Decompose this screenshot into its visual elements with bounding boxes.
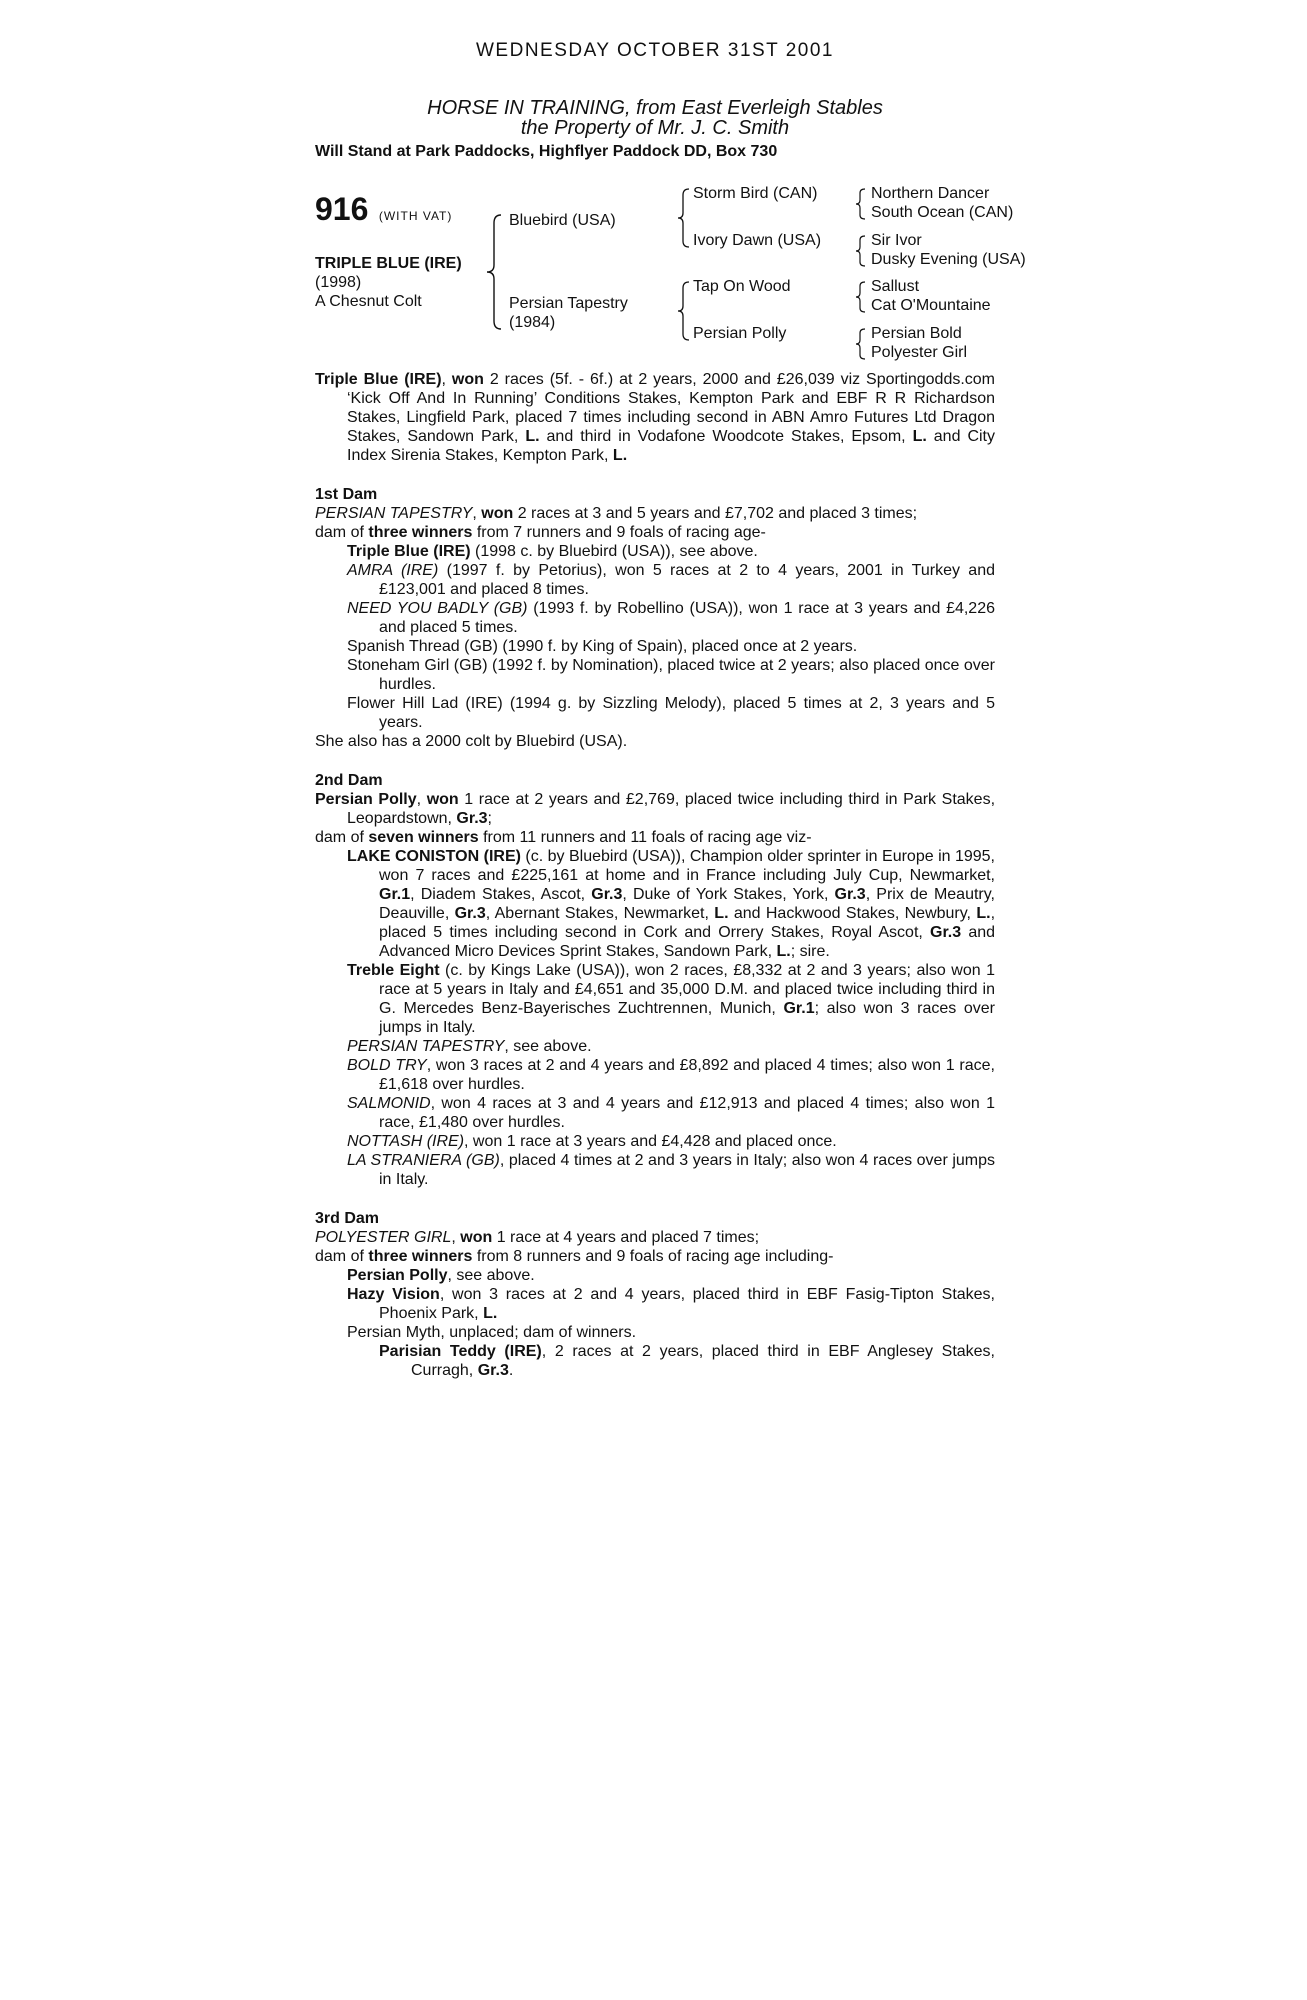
text-run: (c. by Bluebird (USA)), Champion older sprinter in Europe in 1995, won 7 races and £225,161 at home and in France including July Cup, Newmarket, (379, 848, 996, 884)
text-run: , Prix de Meautry, Deauville, (379, 886, 995, 922)
text-run: ; also won 3 races over jumps in Italy. (379, 1000, 995, 1036)
text-run: , won 4 races at 3 and 4 years and £12,913 and placed 4 times; also won 1 race, £1,480 over hurdles. (379, 1095, 995, 1131)
text-run: (1997 f. by Petorius), won 5 races at 2 to 4 years, 2001 in Turkey and £123,001 and placed 8 times. (379, 562, 995, 598)
horse-name: TRIPLE BLUE (IRE) (315, 255, 462, 272)
sire-dam: Ivory Dawn (USA) (693, 232, 822, 249)
text-run: Persian Polly (315, 791, 417, 808)
text-run: (c. by Kings Lake (USA)), won 2 races, £8,332 at 2 and 3 years; also won 1 race at 5 years in Italy and £4,651 and 35,000 D.M. and placed twice including third in G. Mercedes Benz-Bayerisches Zuchtrennen, Munich, (379, 962, 995, 1017)
brace-3c (855, 280, 867, 314)
lot-number-block (315, 191, 452, 228)
text-run: , Diadem Stakes, Ascot, (410, 886, 592, 903)
text-run: . (508, 1362, 514, 1379)
text-paragraph (315, 1151, 995, 1189)
text-paragraph (315, 370, 995, 465)
text-run: L. (612, 447, 628, 464)
text-paragraph (315, 637, 995, 656)
text-run: Gr.1 (379, 886, 411, 903)
lot-number: 916 (315, 191, 369, 227)
gg-dam-3: Cat O'Mountaine (871, 297, 991, 314)
dam-dam: Persian Polly (693, 325, 787, 342)
text-run: Treble Eight (347, 962, 440, 979)
pedigree-notes (315, 370, 995, 1380)
pedigree-brace (485, 213, 505, 331)
text-paragraph (315, 523, 995, 542)
text-paragraph (315, 1228, 995, 1247)
text-run: , placed 4 times at 2 and 3 years in Italy; also won 4 races over jumps in Italy. (379, 1152, 996, 1188)
text-run: and Hackwood Stakes, Newbury, (728, 905, 977, 922)
text-run: LAKE CONISTON (IRE) (347, 848, 521, 865)
text-run: BOLD TRY (347, 1057, 427, 1074)
text-run: Gr.3 (454, 905, 486, 922)
text-run: Parisian Teddy (IRE) (379, 1343, 542, 1360)
text-run: Triple Blue (IRE) (347, 543, 471, 560)
text-run: , Abernant Stakes, Newmarket, (485, 905, 715, 922)
section-0 (315, 370, 995, 465)
brace-3d (855, 327, 867, 361)
text-paragraph (315, 542, 995, 561)
text-run: 2 races at 3 and 5 years and £7,702 and placed 3 times; (513, 505, 918, 522)
section-title: 1st Dam (315, 486, 378, 503)
text-run: dam of (315, 1248, 369, 1265)
brace-3a (855, 187, 867, 221)
gg-dam-4: Polyester Girl (871, 344, 968, 361)
text-run: (1998 c. by Bluebird (USA)), see above. (470, 543, 758, 560)
text-run: NOTTASH (IRE) (347, 1133, 465, 1150)
text-paragraph (315, 1285, 995, 1323)
text-run: Gr.3 (930, 924, 962, 941)
text-run: L. (525, 428, 540, 445)
text-paragraph (315, 1056, 995, 1094)
text-run: L. (976, 905, 991, 922)
text-run: from 11 runners and 11 foals of racing age viz- (478, 829, 812, 846)
text-run: Gr.3 (477, 1362, 509, 1379)
text-paragraph (315, 656, 995, 694)
section-title: 3rd Dam (315, 1210, 380, 1227)
text-run: Gr.3 (591, 886, 623, 903)
text-run: , (441, 371, 452, 388)
pedigree-chart (315, 185, 1035, 365)
text-run: , see above. (447, 1267, 535, 1284)
vendor-heading (315, 98, 995, 138)
text-run: Gr.3 (456, 810, 488, 827)
dam-brace (677, 280, 691, 342)
text-run: 1 race at 2 years and £2,769, placed twice including third in Park Stakes, Leopardstown, (347, 791, 996, 827)
text-run: She also has a 2000 colt by Bluebird (USA). (315, 733, 628, 750)
text-run: won (451, 371, 484, 388)
text-run: , see above. (504, 1038, 592, 1055)
text-paragraph (315, 1323, 995, 1342)
section-title: 2nd Dam (315, 772, 383, 789)
text-run: POLYESTER GIRL (315, 1229, 452, 1246)
text-run: , Duke of York Stakes, York, (622, 886, 835, 903)
text-run: Triple Blue (IRE) (315, 371, 442, 388)
dam-sire: Tap On Wood (693, 278, 791, 295)
text-run: Persian Myth, unplaced; dam of winners. (347, 1324, 637, 1341)
gg-dam-1: South Ocean (CAN) (871, 204, 1014, 221)
text-run: Stoneham Girl (GB) (1992 f. by Nomination), placed twice at 2 years; also placed once over hurdles. (347, 657, 995, 693)
text-run: seven winners (368, 829, 479, 846)
text-run: L. (776, 943, 791, 960)
section-3 (315, 1209, 995, 1380)
text-run: won (426, 791, 459, 808)
text-run: and Advanced Micro Devices Sprint Stakes, Sandown Park, (379, 924, 996, 960)
text-run: three winners (368, 1248, 473, 1265)
text-run: won (460, 1229, 493, 1246)
text-paragraph (315, 1342, 995, 1380)
text-paragraph (315, 961, 995, 1037)
text-run: SALMONID (347, 1095, 431, 1112)
vat-note: (WITH VAT) (378, 209, 453, 223)
heading-line-1: HORSE IN TRAINING, from East Everleigh Stables (427, 97, 883, 119)
text-run: ; sire. (790, 943, 830, 960)
text-run: dam of (315, 524, 369, 541)
text-run: Gr.1 (783, 1000, 815, 1017)
text-run: , won 3 races at 2 and 4 years, placed third in EBF Fasig-Tipton Stakes, Phoenix Park, (379, 1286, 996, 1322)
text-paragraph (315, 599, 995, 637)
gg-sire-4: Persian Bold (871, 325, 962, 342)
stabling-line: Will Stand at Park Paddocks, Highflyer Paddock DD, Box 730 (315, 143, 778, 160)
brace-3b (855, 234, 867, 268)
gg-sire-1: Northern Dancer (871, 185, 990, 202)
sire-sire: Storm Bird (CAN) (693, 185, 818, 202)
text-run: , (451, 1229, 461, 1246)
dam-name: Persian Tapestry (509, 295, 628, 312)
text-run: 1 race at 4 years and placed 7 times; (492, 1229, 760, 1246)
text-paragraph (315, 1037, 995, 1056)
text-run: AMRA (IRE) (347, 562, 439, 579)
text-run: , (416, 791, 427, 808)
section-2 (315, 771, 995, 1189)
text-run: PERSIAN TAPESTRY (315, 505, 473, 522)
text-run: NEED YOU BADLY (GB) (347, 600, 528, 617)
text-paragraph (315, 694, 995, 732)
text-run: ; (487, 810, 492, 827)
text-run: , won 3 races at 2 and 4 years and £8,892 and placed 4 times; also won 1 race, £1,618 over hurdles. (379, 1057, 996, 1093)
sire-brace (677, 187, 691, 249)
text-run: from 7 runners and 9 foals of racing age- (472, 524, 766, 541)
text-run: three winners (368, 524, 473, 541)
text-run: Gr.3 (834, 886, 866, 903)
text-run: PERSIAN TAPESTRY (347, 1038, 505, 1055)
text-paragraph (315, 561, 995, 599)
horse-description: A Chesnut Colt (315, 293, 422, 310)
text-run: , won 1 race at 3 years and £4,428 and placed once. (464, 1133, 837, 1150)
text-paragraph (315, 1094, 995, 1132)
gg-dam-2: Dusky Evening (USA) (871, 251, 1026, 268)
text-run: Spanish Thread (GB) (1990 f. by King of Spain), placed once at 2 years. (347, 638, 858, 655)
section-1 (315, 485, 995, 751)
text-paragraph (315, 847, 995, 961)
gg-sire-3: Sallust (871, 278, 920, 295)
text-run: Flower Hill Lad (IRE) (1994 g. by Sizzling Melody), placed 5 times at 2, 3 years and 5 years. (347, 695, 995, 731)
text-paragraph (315, 1132, 995, 1151)
text-run: from 8 runners and 9 foals of racing age including- (472, 1248, 834, 1265)
text-run: and third in Vodafone Woodcote Stakes, Epsom, (539, 428, 913, 445)
text-run: LA STRANIERA (GB) (347, 1152, 500, 1169)
text-run: (1993 f. by Robellino (USA)), won 1 race at 3 years and £4,226 and placed 5 times. (379, 600, 996, 636)
text-run: and City Index Sirenia Stakes, Kempton Park, (347, 428, 996, 464)
text-paragraph (315, 1247, 995, 1266)
text-run: , placed 5 times including second in Cork and Orrery Stakes, Royal Ascot, (379, 905, 996, 941)
sire-name: Bluebird (USA) (509, 212, 616, 229)
text-run: won (481, 505, 514, 522)
text-run: dam of (315, 829, 369, 846)
text-run: L. (714, 905, 729, 922)
text-paragraph (315, 732, 995, 751)
sale-date: WEDNESDAY OCTOBER 31ST 2001 (476, 40, 834, 61)
text-paragraph (315, 790, 995, 828)
text-paragraph (315, 1266, 995, 1285)
text-paragraph (315, 504, 995, 523)
text-run: Persian Polly (347, 1267, 448, 1284)
gg-sire-2: Sir Ivor (871, 232, 922, 249)
text-run: , (472, 505, 482, 522)
heading-line-2: the Property of Mr. J. C. Smith (520, 117, 790, 139)
text-run: 2 races (5f. - 6f.) at 2 years, 2000 and £26,039 viz Sportingodds.com ‘Kick Off And In Running’ Conditions Stakes, Kempton Park and EBF R R Richardson Stakes, Lingfield Park, placed 7 times including second in ABN Amro Futures Ltd Dragon Stakes, Sandown Park, (347, 371, 996, 445)
dam-year: (1984) (509, 314, 556, 331)
text-run: Hazy Vision (347, 1286, 440, 1303)
foaling-year: (1998) (315, 274, 362, 291)
text-paragraph (315, 828, 995, 847)
text-run: L. (912, 428, 927, 445)
text-run: L. (483, 1305, 498, 1322)
text-run: , 2 races at 2 years, placed third in EBF Anglesey Stakes, Curragh, (411, 1343, 996, 1379)
